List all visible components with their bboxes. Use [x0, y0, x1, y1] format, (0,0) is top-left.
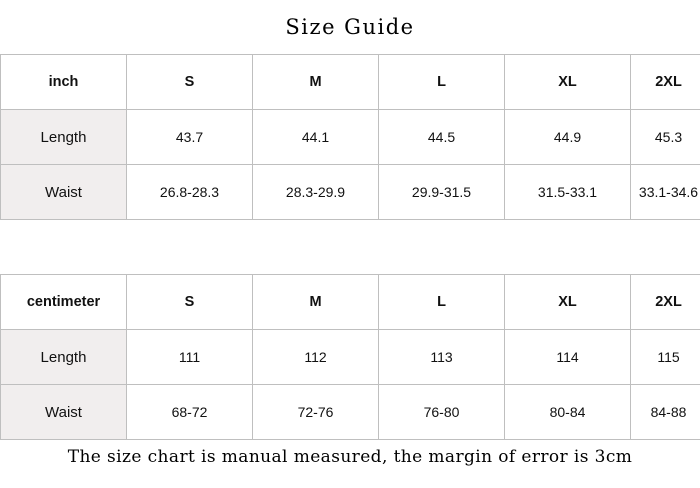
cell-waist-s: 26.8-28.3	[127, 165, 253, 220]
cell-waist-xl: 80-84	[505, 385, 631, 440]
cell-length-m: 44.1	[253, 110, 379, 165]
measurement-footnote: The size chart is manual measured, the margin of error is 3cm	[67, 447, 633, 467]
inch-size-table	[0, 54, 700, 220]
size-header-m: M	[253, 55, 379, 110]
size-header-l: L	[379, 55, 505, 110]
cell-waist-2xl: 84-88	[631, 385, 700, 440]
page-title: Size Guide	[285, 15, 415, 39]
cell-waist-s: 68-72	[127, 385, 253, 440]
cell-waist-l: 76-80	[379, 385, 505, 440]
row-label-waist: Waist	[1, 165, 127, 220]
table-row	[1, 330, 700, 385]
cell-length-2xl: 45.3	[631, 110, 700, 165]
size-header-xl: XL	[505, 55, 631, 110]
size-header-s: S	[127, 55, 253, 110]
row-label-length: Length	[1, 110, 127, 165]
centimeter-size-table	[0, 274, 700, 440]
unit-label-inch: inch	[1, 55, 127, 110]
cell-length-xl: 114	[505, 330, 631, 385]
table-header-row	[1, 275, 700, 330]
cell-waist-m: 72-76	[253, 385, 379, 440]
cell-length-l: 113	[379, 330, 505, 385]
cell-length-s: 111	[127, 330, 253, 385]
size-header-s: S	[127, 275, 253, 330]
table-row	[1, 385, 700, 440]
size-header-2xl: 2XL	[631, 55, 700, 110]
unit-label-centimeter: centimeter	[1, 275, 127, 330]
cell-length-2xl: 115	[631, 330, 700, 385]
table-row	[1, 165, 700, 220]
cell-waist-m: 28.3-29.9	[253, 165, 379, 220]
table-row	[1, 110, 700, 165]
cell-waist-xl: 31.5-33.1	[505, 165, 631, 220]
size-header-2xl: 2XL	[631, 275, 700, 330]
row-label-length: Length	[1, 330, 127, 385]
table-spacer	[0, 220, 700, 274]
cell-length-m: 112	[253, 330, 379, 385]
cell-length-s: 43.7	[127, 110, 253, 165]
size-header-xl: XL	[505, 275, 631, 330]
row-label-waist: Waist	[1, 385, 127, 440]
cell-length-l: 44.5	[379, 110, 505, 165]
size-header-m: M	[253, 275, 379, 330]
size-header-l: L	[379, 275, 505, 330]
table-header-row	[1, 55, 700, 110]
cell-waist-2xl: 33.1-34.6	[631, 165, 700, 220]
cell-length-xl: 44.9	[505, 110, 631, 165]
cell-waist-l: 29.9-31.5	[379, 165, 505, 220]
